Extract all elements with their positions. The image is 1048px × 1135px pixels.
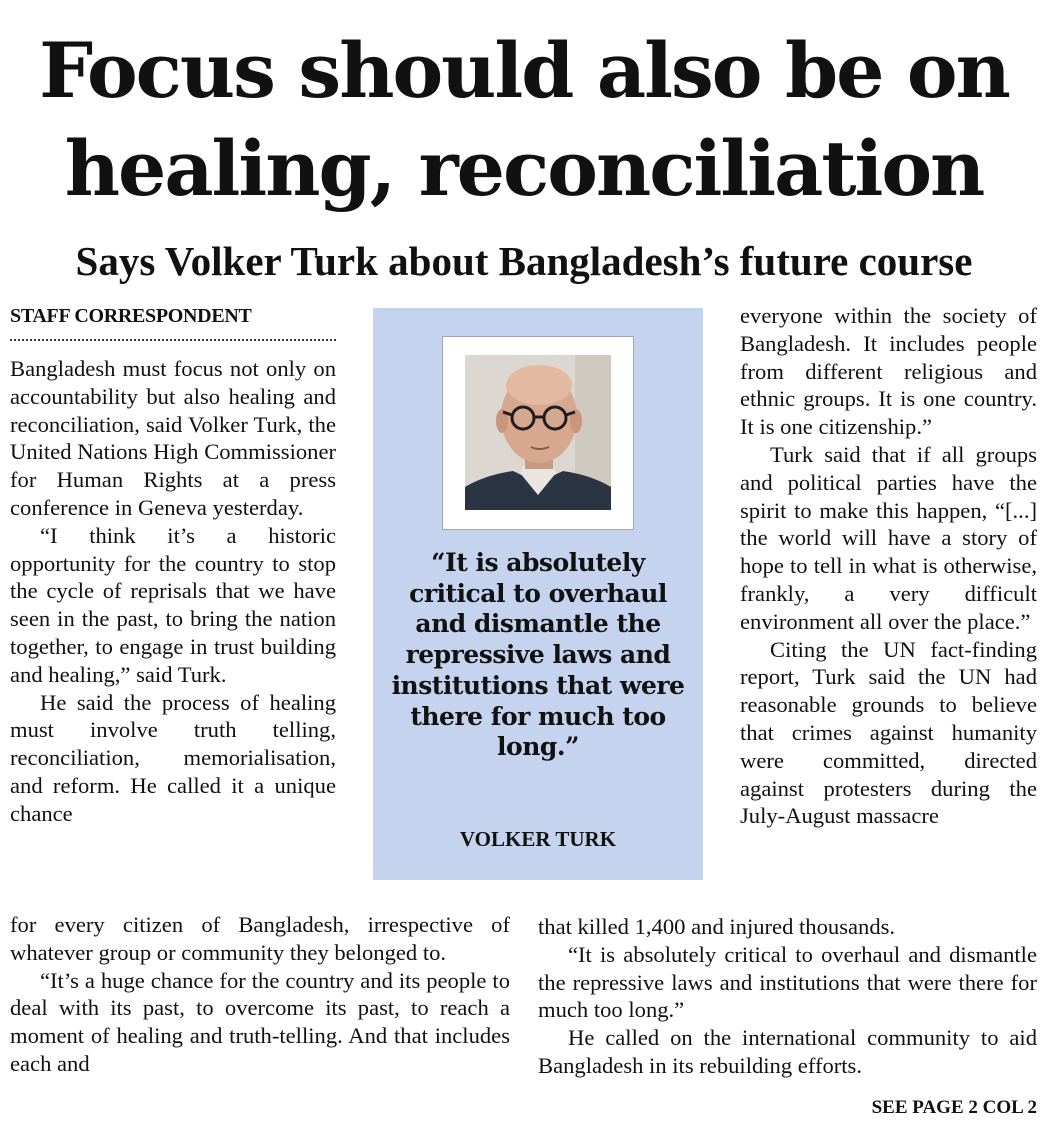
headline bbox=[0, 22, 1048, 218]
headline-line-1: Focus should also be on bbox=[39, 26, 1009, 115]
byline: STAFF CORRESPONDENT bbox=[10, 305, 252, 327]
article-column-1 bbox=[10, 355, 336, 828]
paragraph: He called on the international community to aid Bangladesh in its rebuilding efforts. bbox=[538, 1025, 1037, 1078]
pull-quote: “It is absolutely critical to overhaul and dismantle the repressive laws and institutions that were there for much too long.” bbox=[391, 548, 685, 762]
portrait-photo-icon bbox=[465, 355, 611, 510]
paragraph: “It is absolutely critical to overhaul and dismantle the repressive laws and institutions that were there for much too long.” bbox=[538, 941, 1037, 1023]
headline-line-2: healing, reconciliation bbox=[64, 124, 984, 213]
paragraph: everyone within the society of Bangladesh. It includes people from different religious and ethnic groups. It is one country. It is one citizenship.” bbox=[740, 303, 1037, 440]
byline-divider bbox=[10, 339, 336, 341]
article-column-3-continued bbox=[538, 913, 1037, 1080]
paragraph: Citing the UN fact-finding report, Turk said the UN had reasonable grounds to believe that crimes against humanity were committed, directed against protesters during the July-August massacre bbox=[740, 636, 1037, 829]
subheadline: Says Volker Turk about Bangladesh’s future course bbox=[75, 238, 973, 284]
paragraph: “It’s a huge chance for the country and its people to deal with its past, to overcome its past, to reach a moment of healing and truth-telling. And that includes each and bbox=[10, 967, 510, 1076]
article-column-3 bbox=[740, 302, 1037, 830]
paragraph: that killed 1,400 and injured thousands. bbox=[538, 914, 896, 939]
paragraph: He said the process of healing must involve truth telling, reconciliation, memorialisation, and reform. He called it a unique chance bbox=[10, 689, 336, 826]
pull-quote-attribution: VOLKER TURK bbox=[459, 827, 617, 851]
paragraph: Turk said that if all groups and political parties have the spirit to make this happen, “[...] the world will have a story of hope to tell in what is otherwise, frankly, a very difficult environment all over the place.” bbox=[740, 441, 1037, 634]
paragraph: Bangladesh must focus not only on accountability but also healing and reconciliation, said Volker Turk, the United Nations High Commissioner for Human Rights at a press conference in Geneva yesterday. bbox=[10, 356, 336, 520]
paragraph: for every citizen of Bangladesh, irrespective of whatever group or community they belonged to. bbox=[10, 912, 510, 965]
photo-frame bbox=[442, 336, 634, 530]
continuation-link[interactable]: SEE PAGE 2 COL 2 bbox=[871, 1097, 1037, 1118]
paragraph: “I think it’s a historic opportunity for the country to stop the cycle of reprisals that we have seen in the past, to bring the nation together, to engage in trust building and healing,” said Turk. bbox=[10, 522, 336, 687]
article-column-1-continued bbox=[10, 911, 510, 1078]
